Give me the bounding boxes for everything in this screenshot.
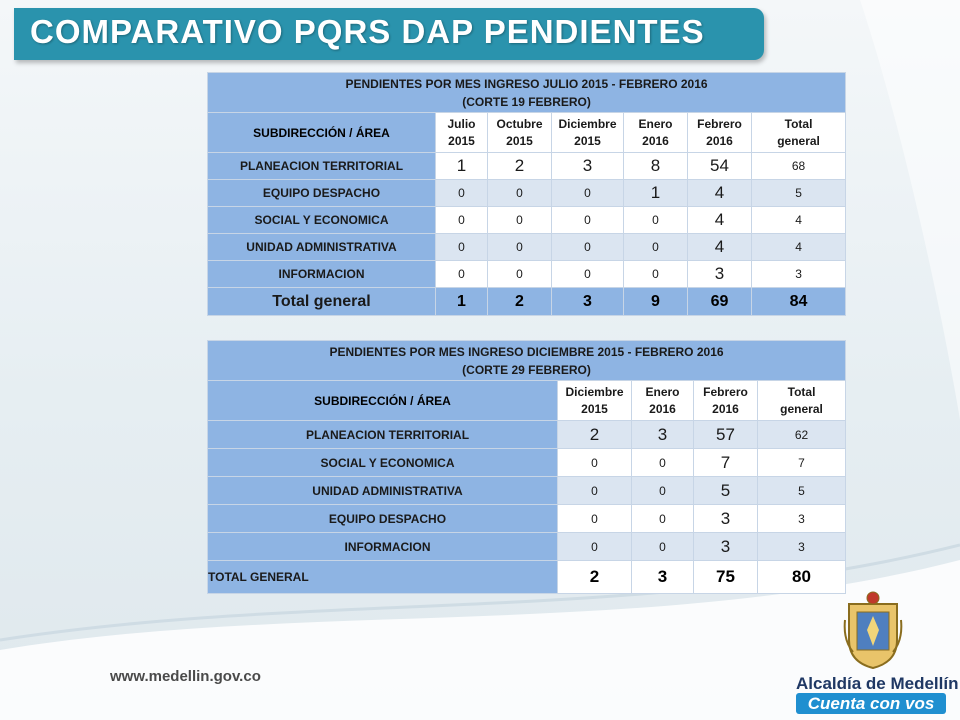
cell: 1 xyxy=(624,180,688,207)
cell: 0 xyxy=(436,207,488,234)
table1-heading-line2: (CORTE 19 FEBRERO) xyxy=(462,94,591,109)
cell: 0 xyxy=(488,261,552,288)
cell: 0 xyxy=(488,207,552,234)
cell: 0 xyxy=(558,533,632,561)
cell: 0 xyxy=(624,234,688,261)
title-banner xyxy=(14,8,764,60)
row-label: EQUIPO DESPACHO xyxy=(208,505,558,533)
table-row xyxy=(208,180,846,207)
cell: 3 xyxy=(552,153,624,180)
cell: 3 xyxy=(694,533,758,561)
cell: 4 xyxy=(688,180,752,207)
cell: 68 xyxy=(752,153,846,180)
total-cell: 9 xyxy=(624,288,688,316)
row-label: INFORMACION xyxy=(208,533,558,561)
table-row xyxy=(208,234,846,261)
total-cell: 80 xyxy=(758,561,846,594)
cell: 4 xyxy=(752,234,846,261)
table2-col-header: Febrero 2016 xyxy=(694,381,758,421)
cell: 3 xyxy=(632,421,694,449)
coat-of-arms-icon xyxy=(843,590,903,670)
table2-col-header: Total general xyxy=(758,381,846,421)
row-label: UNIDAD ADMINISTRATIVA xyxy=(208,234,436,261)
total-cell: 2 xyxy=(558,561,632,594)
cell: 8 xyxy=(624,153,688,180)
cell: 0 xyxy=(632,533,694,561)
row-label: EQUIPO DESPACHO xyxy=(208,180,436,207)
page-title: COMPARATIVO PQRS DAP PENDIENTES xyxy=(30,13,705,50)
row-label: SOCIAL Y ECONOMICA xyxy=(208,207,436,234)
cell: 0 xyxy=(632,449,694,477)
total-cell: 3 xyxy=(632,561,694,594)
table1-heading xyxy=(208,73,846,113)
cell: 3 xyxy=(752,261,846,288)
cell: 1 xyxy=(436,153,488,180)
row-label: SOCIAL Y ECONOMICA xyxy=(208,449,558,477)
table-row xyxy=(208,261,846,288)
total-cell: 69 xyxy=(688,288,752,316)
cell: 54 xyxy=(688,153,752,180)
cell: 3 xyxy=(758,533,846,561)
cell: 4 xyxy=(688,234,752,261)
table1-col-header: Diciembre 2015 xyxy=(552,113,624,153)
cell: 3 xyxy=(758,505,846,533)
cell: 7 xyxy=(694,449,758,477)
table1-area-header: SUBDIRECCIÓN / ÁREA xyxy=(208,113,436,153)
cell: 5 xyxy=(758,477,846,505)
cell: 0 xyxy=(558,477,632,505)
cell: 0 xyxy=(632,505,694,533)
cell: 2 xyxy=(488,153,552,180)
total-label: Total general xyxy=(208,288,436,316)
total-cell: 1 xyxy=(436,288,488,316)
logo-slogan: Cuenta con vos xyxy=(796,693,946,714)
total-cell: 75 xyxy=(694,561,758,594)
cell: 62 xyxy=(758,421,846,449)
website-link[interactable]: www.medellin.gov.co xyxy=(110,668,261,685)
table1-col-header: Octubre 2015 xyxy=(488,113,552,153)
table2-area-header: SUBDIRECCIÓN / ÁREA xyxy=(208,381,558,421)
table-row xyxy=(208,477,846,505)
cell: 0 xyxy=(552,180,624,207)
cell: 5 xyxy=(752,180,846,207)
row-label: UNIDAD ADMINISTRATIVA xyxy=(208,477,558,505)
table2-col-header: Enero 2016 xyxy=(632,381,694,421)
row-label: PLANEACION TERRITORIAL xyxy=(208,153,436,180)
cell: 0 xyxy=(624,207,688,234)
table2-heading xyxy=(208,341,846,381)
total-label: TOTAL GENERAL xyxy=(208,561,558,594)
table1-col-header: Total general xyxy=(752,113,846,153)
table2-heading-line2: (CORTE 29 FEBRERO) xyxy=(462,362,591,377)
cell: 4 xyxy=(688,207,752,234)
cell: 0 xyxy=(558,449,632,477)
table-row xyxy=(208,421,846,449)
alcaldia-logo xyxy=(796,590,959,715)
table-row xyxy=(208,533,846,561)
cell: 0 xyxy=(624,261,688,288)
cell: 0 xyxy=(552,261,624,288)
total-cell: 2 xyxy=(488,288,552,316)
cell: 57 xyxy=(694,421,758,449)
cell: 7 xyxy=(758,449,846,477)
cell: 0 xyxy=(552,234,624,261)
cell: 4 xyxy=(752,207,846,234)
table1-col-header: Julio 2015 xyxy=(436,113,488,153)
table1-col-header: Enero 2016 xyxy=(624,113,688,153)
table1-col-header: Febrero 2016 xyxy=(688,113,752,153)
cell: 0 xyxy=(436,261,488,288)
total-cell: 84 xyxy=(752,288,846,316)
table-row xyxy=(208,449,846,477)
logo-name: Alcaldía de Medellín xyxy=(796,674,959,693)
row-label: INFORMACION xyxy=(208,261,436,288)
table-row xyxy=(208,153,846,180)
cell: 3 xyxy=(688,261,752,288)
table-diciembre-febrero xyxy=(207,340,846,594)
table1-heading-line1: PENDIENTES POR MES INGRESO JULIO 2015 - FEBRERO 2016 xyxy=(345,76,708,91)
total-cell: 3 xyxy=(552,288,624,316)
table-julio-febrero xyxy=(207,72,846,316)
cell: 5 xyxy=(694,477,758,505)
cell: 3 xyxy=(694,505,758,533)
table2-heading-line1: PENDIENTES POR MES INGRESO DICIEMBRE 2015 - FEBRERO 2016 xyxy=(329,344,724,359)
table2-col-header: Diciembre 2015 xyxy=(558,381,632,421)
cell: 0 xyxy=(488,180,552,207)
cell: 0 xyxy=(488,234,552,261)
cell: 2 xyxy=(558,421,632,449)
table-row xyxy=(208,505,846,533)
total-row xyxy=(208,288,846,316)
cell: 0 xyxy=(436,180,488,207)
cell: 0 xyxy=(632,477,694,505)
cell: 0 xyxy=(436,234,488,261)
row-label: PLANEACION TERRITORIAL xyxy=(208,421,558,449)
total-row xyxy=(208,561,846,594)
cell: 0 xyxy=(558,505,632,533)
cell: 0 xyxy=(552,207,624,234)
table-row xyxy=(208,207,846,234)
